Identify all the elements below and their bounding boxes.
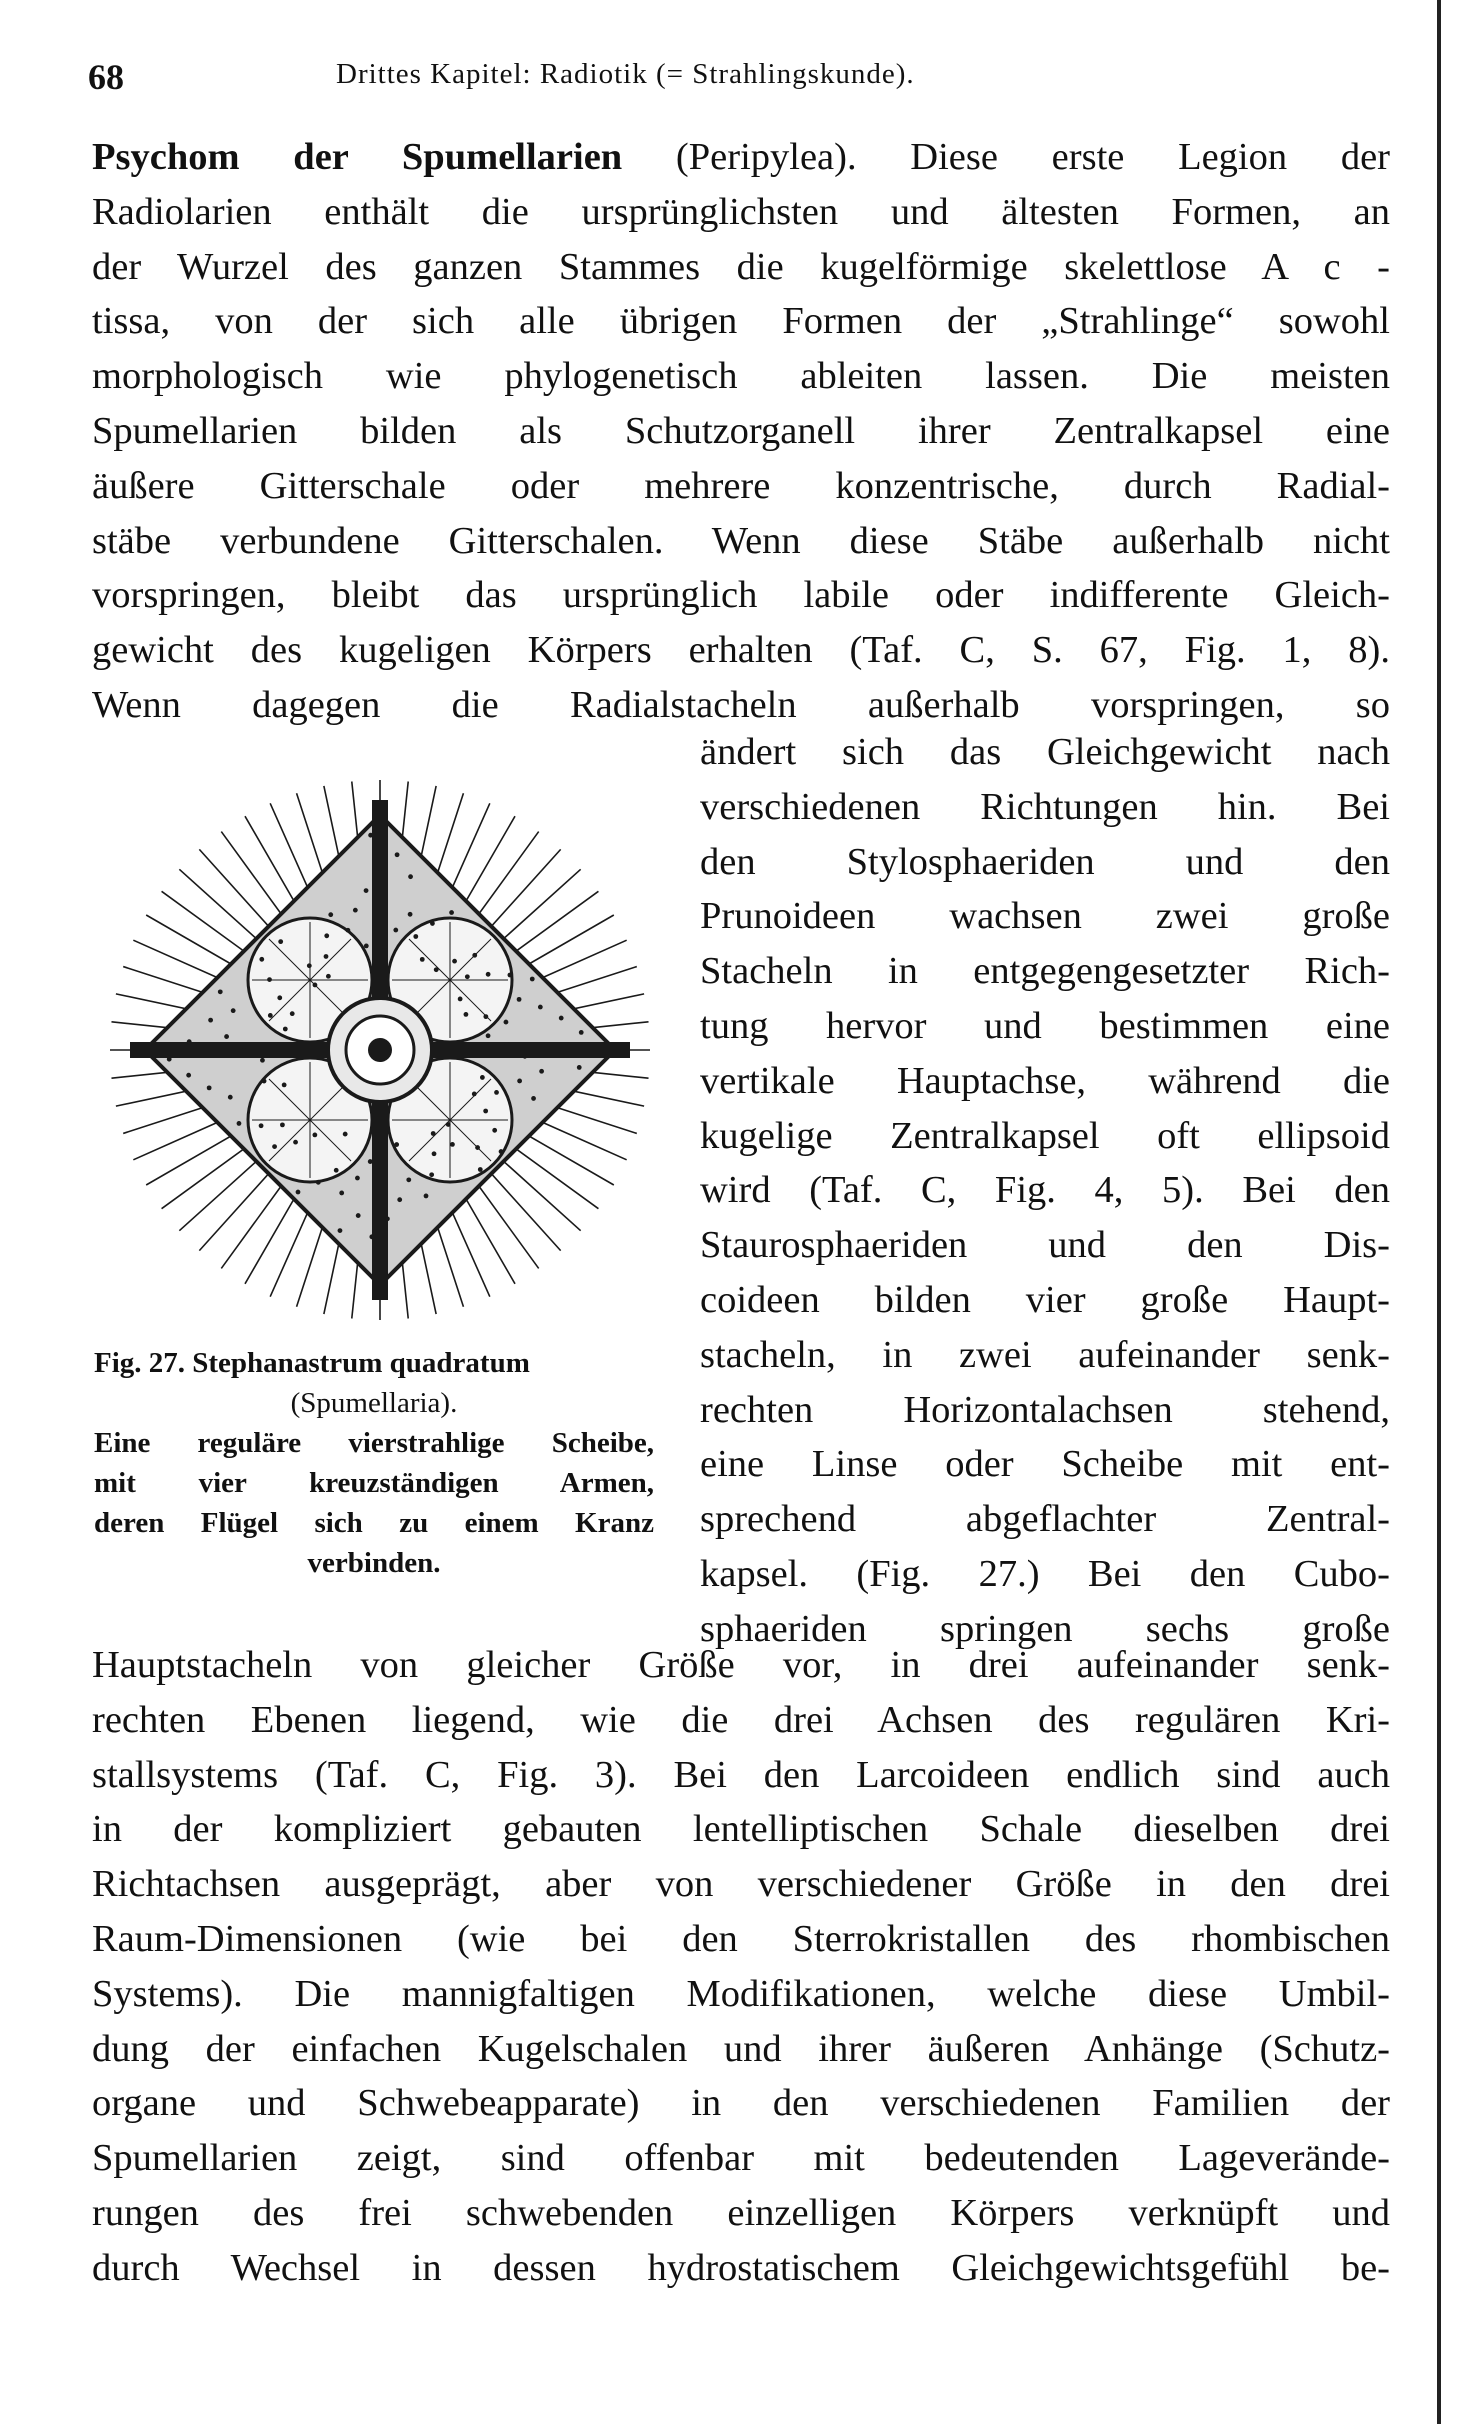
- shell-pore: [431, 1131, 436, 1136]
- shell-pore: [408, 874, 413, 879]
- shell-pore: [450, 1142, 455, 1147]
- text-line: [92, 185, 1390, 240]
- text-line: ändert sich das Gleichgewicht nach: [700, 731, 1390, 773]
- shell-pore: [494, 1090, 499, 1095]
- text-line: Richtachsen ausgeprägt, aber von verschiedener Größe in den drei: [92, 1863, 1390, 1906]
- shell-pore: [475, 1145, 480, 1150]
- shell-pore: [429, 1172, 434, 1177]
- running-title: Drittes Kapitel: Radiotik (= Strahlingskunde).: [336, 58, 915, 90]
- shell-pore: [480, 1075, 485, 1080]
- line-text: Wenn dagegen die Radialstacheln außerhalb vorspringen, so: [92, 683, 1390, 726]
- shell-pore: [504, 1042, 509, 1047]
- shell-pore: [364, 943, 369, 948]
- text-line: [92, 568, 1390, 623]
- shell-pore: [346, 928, 351, 933]
- line-text: der Wurzel des ganzen Stammes die kugelförmige skelettlose A c -: [92, 245, 1390, 288]
- section-heading: Psychom der Spumellarien: [92, 136, 623, 178]
- text-line: kapsel. (Fig. 27.) Bei den Cubo-: [700, 1552, 1390, 1595]
- shell-pore: [517, 1079, 522, 1084]
- shell-pore: [339, 1191, 344, 1196]
- shell-pore: [296, 1190, 301, 1195]
- shell-pore: [277, 995, 282, 1000]
- text-line: Raum-Dimensionen (wie bei den Sterrokristallen des rhombischen: [92, 1917, 1390, 1960]
- shell-pore: [486, 1033, 491, 1038]
- shell-pore: [167, 1057, 172, 1062]
- shell-pore: [324, 954, 329, 959]
- text-line: vertikale Hauptachse, während die: [700, 1059, 1390, 1102]
- text-line: sprechend abgeflachter Zentral-: [700, 1498, 1390, 1541]
- shell-pore: [355, 1176, 360, 1181]
- shell-pore: [408, 912, 413, 917]
- capsule-nucleus: [368, 1038, 392, 1062]
- running-header: [88, 56, 1388, 96]
- shell-pore: [224, 1034, 229, 1039]
- shell-pore: [207, 1085, 212, 1090]
- text-line: dung der einfachen Kugelschalen und ihrer äußeren Anhänge (Schutz-: [92, 2027, 1390, 2070]
- intro-paragraph: [92, 130, 1390, 733]
- text-line: [92, 459, 1390, 514]
- shell-pore: [368, 833, 373, 838]
- line-text: gewicht des kugeligen Körpers erhalten (Taf. C, S. 67, Fig. 1, 8).: [92, 629, 1390, 672]
- shell-pore: [486, 972, 491, 977]
- text-line: stallsystems (Taf. C, Fig. 3). Bei den Larcoideen endlich sind auch: [92, 1753, 1390, 1796]
- shell-pore: [559, 1016, 564, 1021]
- text-line: rechten Horizontalachsen stehend,: [700, 1388, 1390, 1431]
- shell-pore: [324, 933, 329, 938]
- text-line: organe und Schwebeapparate) in den verschiedenen Familien der: [92, 2082, 1390, 2125]
- line-text: Spumellarien bilden als Schutzorganell ihrer Zentralkapsel eine: [92, 409, 1390, 452]
- text-line: sphaeriden springen sechs große: [700, 1607, 1390, 1650]
- shell-pore: [283, 1027, 288, 1032]
- shell-pore: [395, 852, 400, 857]
- line-text: Radiolarien enthält die ursprünglichsten und ältesten Formen, an: [92, 190, 1390, 233]
- caption-line: Eine reguläre vierstrahlige Scheibe,: [94, 1427, 654, 1459]
- shell-pore: [468, 1048, 473, 1053]
- text-line: Stacheln in entgegengesetzter Rich-: [700, 950, 1390, 993]
- text-line: Spumellarien zeigt, sind offenbar mit bedeutenden Lageverände-: [92, 2137, 1390, 2180]
- text-line: Prunoideen wachsen zwei große: [700, 895, 1390, 938]
- text-line: coideen bilden vier große Haupt-: [700, 1278, 1390, 1321]
- shell-pore: [508, 973, 513, 978]
- line-text: äußere Gitterschale oder mehrere konzentrische, durch Radial-: [92, 464, 1390, 507]
- shell-pore: [424, 1194, 429, 1199]
- text-line: rechten Ebenen liegend, wie die drei Achsen des regulären Kri-: [92, 1698, 1390, 1741]
- shell-pore: [430, 921, 435, 926]
- shell-pore: [262, 1079, 267, 1084]
- shell-pore: [338, 1228, 343, 1233]
- text-line: [92, 514, 1390, 569]
- shell-pore: [393, 928, 398, 933]
- shell-pore: [397, 1197, 402, 1202]
- caption-line: deren Flügel sich zu einem Kranz: [94, 1507, 654, 1539]
- shell-pore: [538, 1005, 543, 1010]
- shell-pore: [228, 1095, 233, 1100]
- shell-pore: [282, 1082, 287, 1087]
- shell-pore: [478, 1167, 483, 1172]
- text-line: in der kompliziert gebauten lentelliptischen Schale dieselben drei: [92, 1808, 1390, 1851]
- figure-27: [100, 750, 660, 1330]
- shell-pore: [186, 1073, 191, 1078]
- shell-pore: [259, 1123, 264, 1128]
- shell-pore: [452, 959, 457, 964]
- text-line: tung hervor und bestimmen eine: [700, 1004, 1390, 1047]
- shell-pore: [313, 983, 318, 988]
- shell-pore: [218, 989, 223, 994]
- shell-pore: [312, 1132, 317, 1137]
- line-text: tissa, von der sich alle übrigen Formen der „Strahlinge“ sowohl: [92, 300, 1390, 343]
- text-line: [92, 130, 1390, 185]
- text-line: kugelige Zentralkapsel oft ellipsoid: [700, 1114, 1390, 1157]
- shell-pore: [539, 1069, 544, 1074]
- line-text: morphologisch wie phylogenetisch ableiten lassen. Die meisten: [92, 355, 1390, 398]
- shell-pore: [328, 912, 333, 917]
- page-edge: [1437, 0, 1441, 2424]
- shell-pore: [268, 1013, 273, 1018]
- shell-pore: [260, 1058, 265, 1063]
- shell-pore: [187, 1039, 192, 1044]
- shell-pore: [472, 953, 477, 958]
- shell-pore: [458, 997, 463, 1002]
- text-line: verschiedenen Richtungen hin. Bei: [700, 785, 1390, 828]
- shell-pore: [499, 1149, 504, 1154]
- shell-pore: [378, 1142, 383, 1147]
- shell-pore: [449, 910, 454, 915]
- shell-pore: [530, 977, 535, 982]
- shell-pore: [307, 963, 312, 968]
- caption-title: Fig. 27. Stephanastrum quadratum: [94, 1347, 530, 1379]
- text-line: wird (Taf. C, Fig. 4, 5). Bei den: [700, 1169, 1390, 1212]
- text-line: den Stylosphaeriden und den: [700, 840, 1390, 883]
- shell-pore: [434, 967, 439, 972]
- shell-pore: [326, 974, 331, 979]
- shell-pore: [577, 1065, 582, 1070]
- shell-pore: [231, 1008, 236, 1013]
- caption-line: verbinden.: [307, 1547, 441, 1579]
- shell-pore: [483, 1014, 488, 1019]
- shell-pore: [504, 1020, 509, 1025]
- text-line: [92, 349, 1390, 404]
- text-line: rungen des frei schwebenden einzelligen Körpers verknüpft und: [92, 2191, 1390, 2234]
- text-line: Systems). Die mannigfaltigen Modifikationen, welche diese Umbil-: [92, 1972, 1390, 2015]
- shell-pore: [353, 908, 358, 913]
- line-text: vorspringen, bleibt das ursprünglich labile oder indifferente Gleich-: [92, 574, 1390, 617]
- caption-body: [94, 1423, 654, 1583]
- shell-pore: [378, 870, 383, 875]
- shell-pore: [290, 1011, 295, 1016]
- shell-pore: [316, 1180, 321, 1185]
- shell-pore: [293, 1140, 298, 1145]
- text-line: eine Linse oder Scheibe mit ent-: [700, 1443, 1390, 1486]
- shell-pore: [364, 888, 369, 893]
- shell-pore: [382, 945, 387, 950]
- shell-pore: [531, 1096, 536, 1101]
- text-line: Hauptstacheln von gleicher Größe vor, in drei aufeinander senk-: [92, 1644, 1390, 1686]
- page-number: 68: [88, 57, 124, 97]
- shell-pore: [465, 974, 470, 979]
- shell-pore: [413, 934, 418, 939]
- shell-pore: [420, 957, 425, 962]
- shell-pore: [356, 1213, 361, 1218]
- shell-pore: [385, 1216, 390, 1221]
- figure-caption: [94, 1343, 654, 1583]
- line-text: (Peripylea). Diese erste Legion der: [622, 136, 1390, 178]
- shell-pore: [464, 1012, 469, 1017]
- caption-line: mit vier kreuzständigen Armen,: [94, 1467, 654, 1499]
- shell-pore: [242, 1048, 247, 1053]
- shell-pore: [483, 1109, 488, 1114]
- shell-pore: [394, 1142, 399, 1147]
- text-line: durch Wechsel in dessen hydrostatischem Gleichgewichtsgefühl be-: [92, 2246, 1390, 2289]
- text-line: [92, 623, 1390, 678]
- shell-pore: [406, 1177, 411, 1182]
- shell-pore: [432, 1151, 437, 1156]
- text-line: [92, 404, 1390, 459]
- shell-pore: [343, 1132, 348, 1137]
- shell-pore: [472, 1092, 477, 1097]
- shell-pore: [522, 1054, 527, 1059]
- shell-pore: [259, 957, 264, 962]
- text-line: [92, 240, 1390, 295]
- caption-group: (Spumellaria).: [290, 1387, 458, 1419]
- shell-pore: [272, 1144, 277, 1149]
- outro-paragraph: [92, 1638, 1390, 2296]
- text-line: [92, 294, 1390, 349]
- side-paragraph: [700, 725, 1390, 1657]
- shell-pore: [446, 1122, 451, 1127]
- shell-pore: [579, 1030, 584, 1035]
- shell-pore: [280, 1122, 285, 1127]
- shell-pore: [517, 997, 522, 1002]
- shell-pore: [369, 1234, 374, 1239]
- shell-pore: [492, 1128, 497, 1133]
- shell-pore: [267, 977, 272, 982]
- shell-pore: [237, 1121, 242, 1126]
- text-line: Staurosphaeriden und den Dis-: [700, 1224, 1390, 1267]
- text-line: stacheln, in zwei aufeinander senk-: [700, 1333, 1390, 1376]
- stephanastrum-illustration: [100, 750, 660, 1330]
- shell-pore: [334, 1168, 339, 1173]
- shell-pore: [368, 1159, 373, 1164]
- shell-pore: [208, 1018, 213, 1023]
- line-text: stäbe verbundene Gitterschalen. Wenn diese Stäbe außerhalb nicht: [92, 519, 1390, 562]
- shell-pore: [278, 939, 283, 944]
